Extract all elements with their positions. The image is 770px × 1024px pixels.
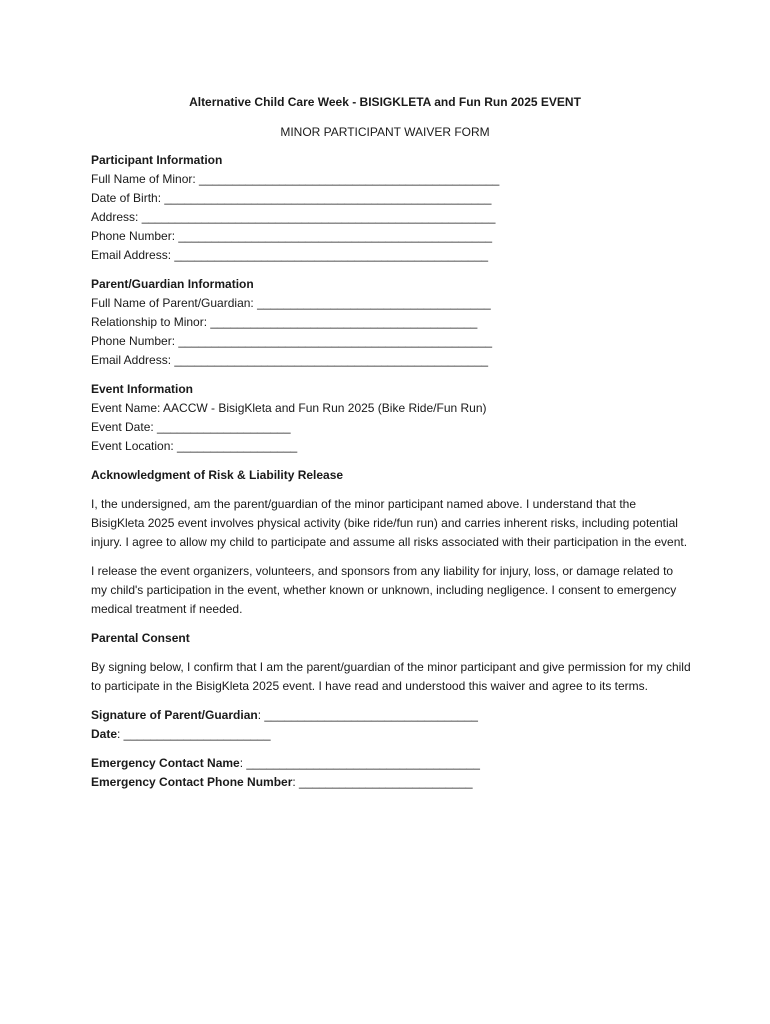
signature-blank[interactable]: : ________________________________ bbox=[257, 708, 478, 722]
form-body bbox=[91, 151, 691, 802]
signature-date-field[interactable] bbox=[91, 725, 691, 744]
signature-label: Signature of Parent/Guardian bbox=[91, 708, 258, 722]
minor-name-field[interactable]: Full Name of Minor: _____________________________________________ bbox=[91, 172, 500, 186]
emergency-section bbox=[91, 754, 691, 792]
event-section bbox=[91, 380, 691, 456]
date-of-birth-field[interactable]: Date of Birth: _________________________________________________ bbox=[91, 191, 492, 205]
emergency-phone-label: Emergency Contact Phone Number bbox=[91, 775, 293, 789]
date-label: Date bbox=[91, 727, 118, 741]
risk-heading: Acknowledgment of Risk & Liability Release bbox=[91, 468, 344, 482]
emergency-name-field[interactable] bbox=[91, 754, 691, 773]
form-title: MINOR PARTICIPANT WAIVER FORM bbox=[280, 125, 490, 139]
consent-section bbox=[91, 629, 691, 696]
risk-paragraph-2: I release the event organizers, volunteers, and sponsors from any liability for injury, loss, or damage related to my child's participation in the event, whether known or unknown, including negligence. I consent to emergency medical treatment if needed. bbox=[91, 564, 677, 616]
parent-phone-field[interactable]: Phone Number: _______________________________________________ bbox=[91, 334, 493, 348]
emergency-name-blank[interactable]: : ___________________________________ bbox=[239, 756, 480, 770]
event-heading: Event Information bbox=[91, 382, 194, 396]
risk-section bbox=[91, 466, 691, 619]
participant-email-field[interactable]: Email Address: _______________________________________________ bbox=[91, 248, 489, 262]
signature-section bbox=[91, 706, 691, 744]
consent-paragraph: By signing below, I confirm that I am the parent/guardian of the minor participant and give permission for my child to participate in the BisigKleta 2025 event. I have read and understood this waiver and agree to its terms. bbox=[91, 660, 691, 693]
event-name-text: Event Name: AACCW - BisigKleta and Fun Run 2025 (Bike Ride/Fun Run) bbox=[91, 401, 487, 415]
emergency-name-label: Emergency Contact Name bbox=[91, 756, 240, 770]
event-location-field[interactable]: Event Location: __________________ bbox=[91, 439, 298, 453]
parent-email-field[interactable]: Email Address: _______________________________________________ bbox=[91, 353, 489, 367]
relationship-field[interactable]: Relationship to Minor: ________________________________________ bbox=[91, 315, 478, 329]
emergency-phone-blank[interactable]: : __________________________ bbox=[292, 775, 473, 789]
parent-section bbox=[91, 275, 691, 370]
consent-heading: Parental Consent bbox=[91, 631, 190, 645]
risk-paragraph-1: I, the undersigned, am the parent/guardian of the minor participant named above. I understand that the BisigKleta 2025 event involves physical activity (bike ride/fun run) and carries inherent risks, including potential injury. I agree to allow my child to participate and assume all risks associated with their participation in the event. bbox=[91, 497, 688, 549]
document-title: Alternative Child Care Week - BISIGKLETA and Fun Run 2025 EVENT bbox=[189, 95, 581, 109]
signature-field[interactable] bbox=[91, 706, 691, 725]
address-field[interactable]: Address: _____________________________________________________ bbox=[91, 210, 496, 224]
participant-heading: Participant Information bbox=[91, 153, 223, 167]
participant-phone-field[interactable]: Phone Number: _______________________________________________ bbox=[91, 229, 493, 243]
event-date-field[interactable]: Event Date: ____________________ bbox=[91, 420, 291, 434]
parent-name-field[interactable]: Full Name of Parent/Guardian: ___________________________________ bbox=[91, 296, 491, 310]
emergency-phone-field[interactable] bbox=[91, 773, 691, 792]
participant-section bbox=[91, 151, 691, 265]
parent-heading: Parent/Guardian Information bbox=[91, 277, 254, 291]
date-blank[interactable]: : ______________________ bbox=[117, 727, 271, 741]
